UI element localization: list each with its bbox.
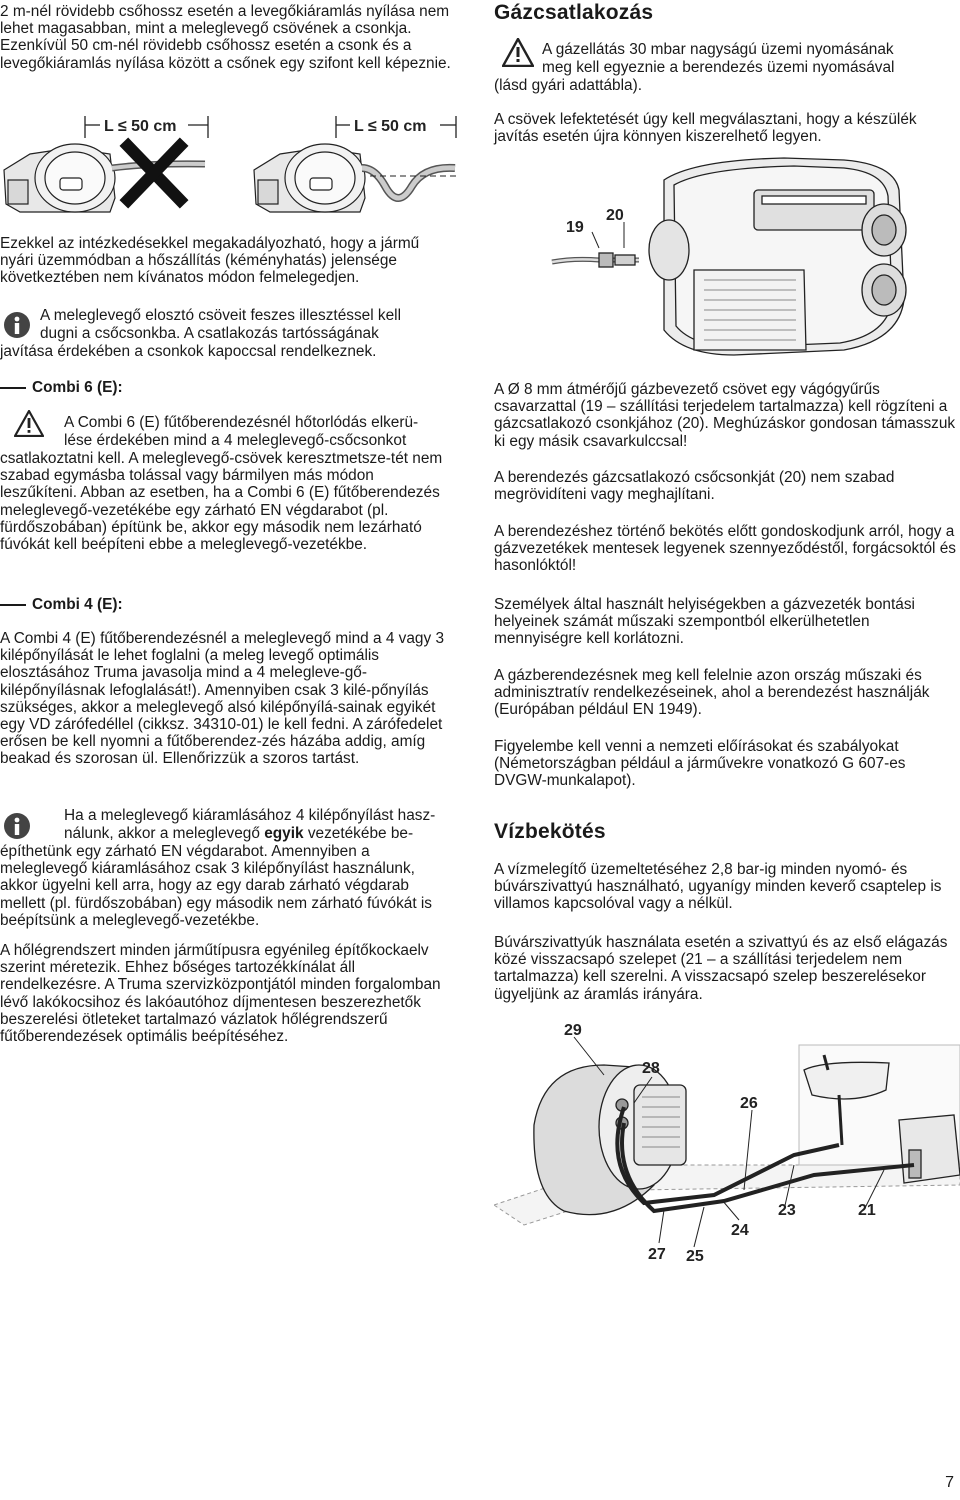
callout-23: 23 [778, 1202, 796, 1219]
info-icon [3, 812, 31, 840]
callout-19: 19 [566, 219, 584, 236]
page-number: 7 [945, 1474, 954, 1491]
callout-29: 29 [564, 1022, 582, 1039]
final-paragraph: A hőlégrendszert minden járműtípusra egyénileg építőkockaelv szerint méretezik. Ehhez bőséges tartozékkínálat áll rendelkezésre. A Truma szervizközpontjától minden forgalomban lévő lakókocsihoz és lakóautóhoz díjmentesen beszerezhetők beszerelési ötleteket tartalmazó vázlatok hőlégrendszerű fűtőberendezések optimális beépítéséhez. [0, 942, 441, 1046]
intro-paragraph: 2 m-nél rövidebb csőhossz esetén a levegőkiáramlás nyílása nem lehet magasabban, mint a meleglevegő csövének a csonkja. Ezenkívül 50 cm-nél rövidebb csőhossz esetén a csonk és a levegőkiáramlás nyílása között a csőnek egy szifont kell képeznie. [0, 3, 451, 72]
not-allowed-cross-icon [128, 146, 180, 200]
info-note-2-line-1: Ha a meleglevegő kiáramlásához 4 kilépőnyílást hasz- [64, 807, 436, 824]
info-note-2-text-b: vezetékébe be- [303, 825, 414, 842]
combi6-warning-line-1: A Combi 6 (E) fűtőberendezésnél hőtorlódás elkerü- [64, 414, 419, 431]
gas-paragraph-5: Személyek által használt helyiségekben a gázvezeték bontási helyeinek számát műszaki szempontból elkerülhetetlen mennyiségre kell korlátozni. [494, 596, 915, 648]
water-connection-figure [494, 1015, 960, 1275]
info-note-1-line-1: A meleglevegő elosztó csöveit feszes illesztéssel kell [40, 307, 401, 324]
combi4-heading: Combi 4 (E): [0, 596, 123, 613]
gas-paragraph-1: A csövek lefektetését úgy kell megválasztani, hogy a készülék javítás esetén újra könnyen kiszerelhető legyen. [494, 111, 917, 146]
gas-paragraph-6: A gázberendezésnek meg kell felelnie azon ország műszaki és adminisztratív rendelkezéseinek, ahol a berendezést használják (Európában például EN 1949). [494, 667, 930, 719]
water-tank-drawing [899, 1115, 960, 1183]
gas-paragraph-3: A berendezés gázcsatlakozó csőcsonkját (20) nem szabad megrövidíteni vagy meghajlítani. [494, 469, 895, 504]
water-paragraph-1: A vízmelegítő üzemeltetéséhez 2,8 bar-ig minden nyomó- és búvárszivattyú használható, ugyanígy minden keverő csaptelep is villamos kapcsolóval vagy a nélkül. [494, 861, 942, 913]
callout-26: 26 [740, 1095, 758, 1112]
dimension-label-2: L ≤ 50 cm [354, 118, 427, 135]
gas-connection-figure [544, 150, 960, 360]
gas-paragraph-2: A Ø 8 mm átmérőjű gázbevezető csövet egy vágógyűrűs csavarzattal (19 – szállítási terjedelem tartalmazza) kell rögzíteni a gázcsatlakozó csonkjához (20). Meghúzáskor gondosan támasszuk ki egy másik csavarkulccsal! [494, 381, 956, 450]
heater-drawing [552, 158, 906, 355]
info-note-2-rest: építhetünk egy zárható EN végdarabot. Amennyiben a meleglevegő kiáramlásához csak 3 kilépőnyílást használunk, akkor ügyelni kell arra, hogy az egy darab zárható végdarab mellett (pl. fürdőszobában) egy második nem zárható fúvókát is beépítsünk a meleglevegő-vezetékbe. [0, 843, 433, 929]
water-connection-heading: Vízbekötés [494, 820, 606, 843]
water-heater-drawing [534, 1065, 686, 1215]
warning-icon [14, 410, 44, 437]
info-note-1-rest: javítása érdekében a csonkok kapoccsal rendelkeznek. [0, 343, 377, 360]
info-note-2-text-a: nálunk, akkor a meleglevegő [64, 825, 265, 842]
gas-warning-line-2: meg kell egyeznie a berendezés üzemi nyomásával [542, 59, 895, 76]
gas-connection-heading: Gázcsatlakozás [494, 1, 654, 24]
warning-icon [502, 38, 534, 67]
combi6-paragraph: csatlakoztatni kell. A meleglevegő-csövek keresztmetsze-tét nem szabad egymásba tolással vagy bármilyen más módon leszűkíteni. Abban az esetben, ha a Combi 6 (E) fűtőberendezés meleglevegő-vezetékébe egy zárható EN végdarabot (pl. fürdőszobában) építünk be, akkor egy második nem lezárható fúvókát kell beépíteni ebbe a meleglevegő-vezetékbe. [0, 450, 443, 554]
tube-length-figure [0, 108, 465, 226]
callout-20: 20 [606, 207, 624, 224]
combi4-paragraph: A Combi 4 (E) fűtőberendezésnél a meleglevegő mind a 4 vagy 3 kilépőnyílását le lehet foglalni (a meleg levegő optimális elosztásához Truma javasolja mind a 4 melegleve-gő-kilépőnyílásnak lefoglalását!). Amennyiben csak 3 kilé-pőnyílás szükséges, akkor a meleglevegő alsó kilépőnyílá-sainak egyikét egy VD zárófedéllel (cikksz. 34310-01) le kell fedni. A zárófedelet erősen be kell nyomni a fűtőberendez-zés házába addig, amíg beakad és szorosan ül. Ellenőrizzük a szoros tartást. [0, 630, 445, 768]
heater-2-drawing [254, 144, 456, 212]
callout-24: 24 [731, 1222, 749, 1239]
callout-21: 21 [858, 1202, 876, 1219]
callout-25: 25 [686, 1248, 704, 1265]
gas-warning-rest: (lásd gyári adattábla). [494, 77, 642, 94]
combi6-warning-line-2: lése érdekében mind a 4 meleglevegő-csőcsonkot [64, 432, 407, 449]
gas-paragraph-4: A berendezéshez történő bekötés előtt gondoskodjunk arról, hogy a gázvezetékek mentesek legyenek szennyeződéstől, forgácsoktól és hasonlóktól! [494, 523, 956, 575]
callout-27: 27 [648, 1246, 666, 1263]
gas-paragraph-7: Figyelembe kell venni a nemzeti előírásokat és szabályokat (Németországban például a járművekre vonatkozó G 607-es DVGW-munkalapot). [494, 738, 906, 790]
gas-warning-line-1: A gázellátás 30 mbar nagyságú üzemi nyomásának [542, 41, 894, 58]
after-figure-paragraph: Ezekkel az intézkedésekkel megakadályozható, hogy a jármű nyári üzemmódban a hőszállítás (kéményhatás) jelensége következtében nem kívánatos módon felmelegedjen. [0, 235, 420, 287]
combi6-heading: Combi 6 (E): [0, 379, 123, 396]
info-note-2-line-2 [64, 825, 464, 842]
info-note-1-line-2: dugni a csőcsonkba. A csatlakozás tartósságának [40, 325, 379, 342]
callout-28: 28 [642, 1060, 660, 1077]
dimension-label-1: L ≤ 50 cm [104, 118, 177, 135]
info-icon [3, 311, 31, 339]
water-paragraph-2: Búvárszivattyúk használata esetén a szivattyú és az első elágazás közé visszacsapó szelepet (21 – a szállítási terjedelem nem tartalmazza) kell szerelni. A visszacsapó szelep beszerelésekor ügyeljünk az áramlás irányára. [494, 934, 948, 1003]
info-note-2-bold: egyik [264, 825, 304, 842]
